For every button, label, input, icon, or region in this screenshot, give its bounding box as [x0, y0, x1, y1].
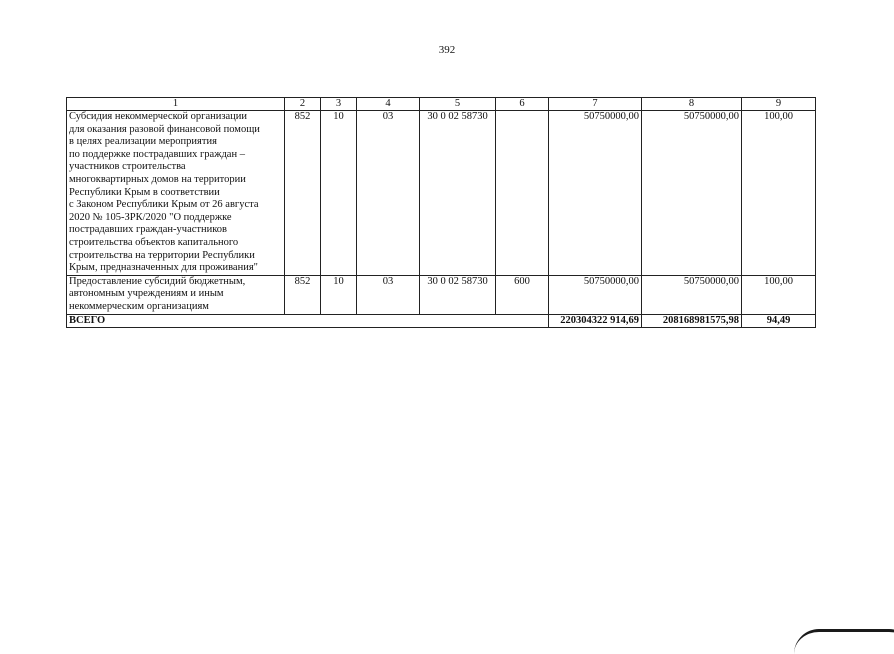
page-number: 392 [438, 44, 456, 56]
total-row [67, 314, 816, 327]
column-header: 4 [357, 98, 420, 111]
row-name-line: пострадавших граждан-участников [69, 224, 228, 236]
row-name-line: некоммерческим организациям [69, 300, 209, 312]
section-code-cell: 10 [321, 275, 357, 314]
row-name-line: для оказания разовой финансовой помощи [69, 123, 260, 135]
row-name-line: многоквартирных домов на территории [69, 173, 246, 185]
table-header-row [67, 98, 816, 111]
column-header: 9 [742, 98, 816, 111]
row-name-line: с Законом Республики Крым от 26 августа [69, 199, 259, 211]
ministry-code-cell: 852 [285, 275, 321, 314]
actual-amount-cell: 50750000,00 [642, 111, 742, 276]
total-planned-amount: 220304322 914,69 [549, 314, 642, 327]
row-name-line: Предоставление субсидий бюджетным, [69, 275, 246, 287]
planned-amount-cell: 50750000,00 [549, 111, 642, 276]
row-name-cell [67, 275, 285, 314]
total-percent: 94,49 [742, 314, 816, 327]
row-name-line: автономным учреждениям и иным [69, 288, 224, 300]
percent-cell: 100,00 [742, 111, 816, 276]
table-row [67, 111, 816, 276]
row-name-line: 2020 № 105-ЗРК/2020 "О поддержке [69, 211, 232, 223]
row-name-line: в целях реализации мероприятия [69, 136, 217, 148]
column-header: 1 [67, 98, 285, 111]
planned-amount-cell: 50750000,00 [549, 275, 642, 314]
subsection-code-cell: 03 [357, 275, 420, 314]
row-name-line: строительства объектов капитального [69, 236, 239, 248]
percent-cell: 100,00 [742, 275, 816, 314]
table-row [67, 275, 816, 314]
row-name-line: Республики Крым в соответствии [69, 186, 220, 198]
target-article-cell: 30 0 02 58730 [420, 275, 496, 314]
scan-edge-mark [794, 629, 894, 654]
row-name-line: строительства на территории Республики [69, 249, 255, 261]
total-actual-amount: 208168981575,98 [642, 314, 742, 327]
actual-amount-cell: 50750000,00 [642, 275, 742, 314]
column-header: 6 [496, 98, 549, 111]
expense-type-cell: 600 [496, 275, 549, 314]
column-header: 5 [420, 98, 496, 111]
total-label: ВСЕГО [67, 314, 549, 327]
row-name-line: Субсидия некоммерческой организации [69, 111, 248, 122]
column-header: 2 [285, 98, 321, 111]
expense-type-cell [496, 111, 549, 276]
target-article-cell: 30 0 02 58730 [420, 111, 496, 276]
budget-table [66, 97, 816, 328]
column-header: 7 [549, 98, 642, 111]
section-code-cell: 10 [321, 111, 357, 276]
ministry-code-cell: 852 [285, 111, 321, 276]
column-header: 8 [642, 98, 742, 111]
row-name-line: участников строительства [69, 161, 186, 173]
column-header: 3 [321, 98, 357, 111]
row-name-cell [67, 111, 285, 276]
row-name-line: Крым, предназначенных для проживания" [69, 262, 258, 274]
row-name-line: по поддержке пострадавших граждан – [69, 148, 245, 160]
subsection-code-cell: 03 [357, 111, 420, 276]
